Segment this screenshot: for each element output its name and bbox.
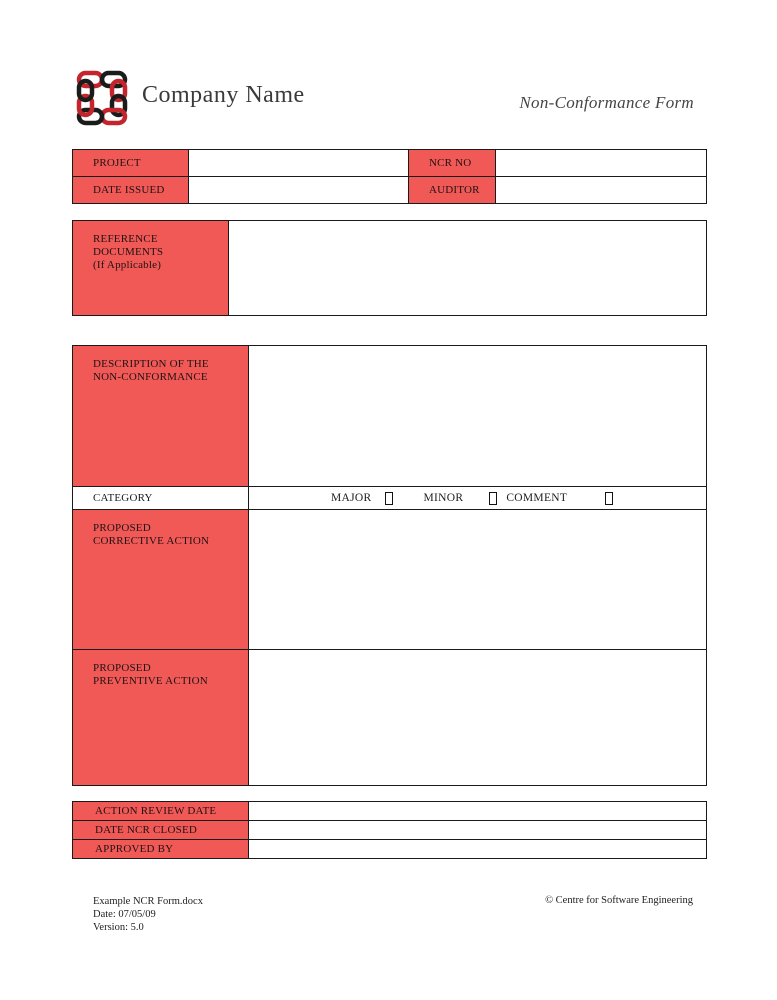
date-issued-value-field[interactable]: [189, 177, 409, 204]
project-info-table: [72, 149, 707, 204]
table-row: [73, 346, 707, 487]
minor-checkbox[interactable]: [489, 492, 497, 505]
table-row: [73, 510, 707, 650]
project-label: PROJECT: [73, 150, 189, 177]
date-issued-label: DATE ISSUED: [73, 177, 189, 204]
table-row: [73, 487, 707, 510]
reference-documents-label: REFERENCE DOCUMENTS (If Applicable): [73, 221, 229, 316]
auditor-value-field[interactable]: [496, 177, 707, 204]
table-row: [73, 150, 707, 177]
project-value-field[interactable]: [189, 150, 409, 177]
company-logo-chain-icon: [75, 69, 129, 127]
table-row: [73, 650, 707, 786]
preventive-action-value-field[interactable]: [249, 650, 707, 786]
preventive-action-label: PROPOSED PREVENTIVE ACTION: [73, 650, 249, 786]
approved-by-label: APPROVED BY: [73, 840, 249, 859]
category-label: CATEGORY: [73, 487, 249, 510]
ncr-no-value-field[interactable]: [496, 150, 707, 177]
category-options-cell: [249, 487, 707, 510]
description-label: DESCRIPTION OF THE NON-CONFORMANCE: [73, 346, 249, 487]
comment-checkbox[interactable]: [605, 492, 613, 505]
table-row: [73, 821, 707, 840]
form-title: Non-Conformance Form: [519, 93, 694, 112]
ncr-no-label: NCR NO: [409, 150, 496, 177]
closing-table: [72, 801, 707, 859]
nonconformance-detail-table: [72, 345, 707, 786]
approved-by-value-field[interactable]: [249, 840, 707, 859]
action-review-date-value-field[interactable]: [249, 802, 707, 821]
action-review-date-label: ACTION REVIEW DATE: [73, 802, 249, 821]
reference-documents-value-field[interactable]: [229, 221, 707, 316]
description-value-field[interactable]: [249, 346, 707, 487]
table-row: [73, 802, 707, 821]
footer-date: Date: 07/05/09: [93, 909, 156, 920]
minor-option-label: MINOR: [423, 492, 464, 504]
table-row: [73, 221, 707, 316]
reference-documents-table: [72, 220, 707, 316]
table-row: [73, 177, 707, 204]
footer-filename: Example NCR Form.docx: [93, 896, 203, 907]
date-ncr-closed-value-field[interactable]: [249, 821, 707, 840]
auditor-label: AUDITOR: [409, 177, 496, 204]
footer-copyright: © Centre for Software Engineering: [545, 895, 693, 906]
company-name: Company Name: [142, 82, 305, 108]
date-ncr-closed-label: DATE NCR CLOSED: [73, 821, 249, 840]
major-checkbox[interactable]: [385, 492, 393, 505]
table-row: [73, 840, 707, 859]
corrective-action-value-field[interactable]: [249, 510, 707, 650]
footer-document-info: [93, 895, 203, 934]
major-option-label: MAJOR: [331, 492, 372, 504]
comment-option-label: COMMENT: [506, 492, 568, 504]
footer-version: Version: 5.0: [93, 922, 144, 933]
corrective-action-label: PROPOSED CORRECTIVE ACTION: [73, 510, 249, 650]
